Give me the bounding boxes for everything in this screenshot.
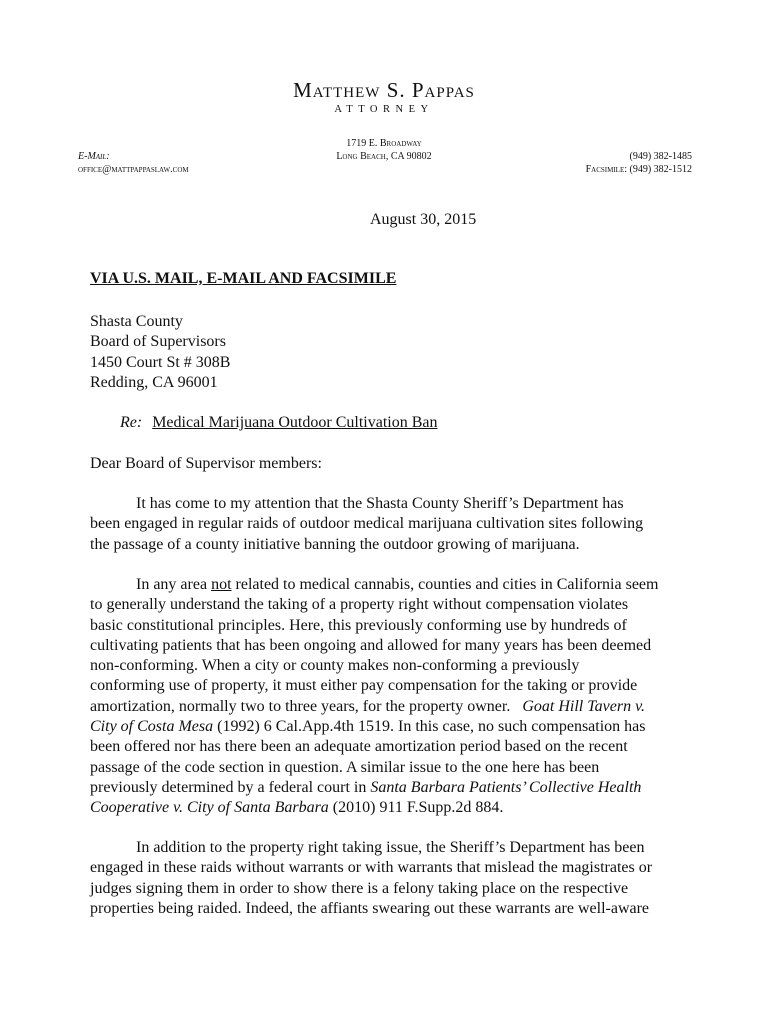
- text-line: been offered nor has there been an adequate amortization period based on the recent: [90, 738, 628, 756]
- recipient-line: 1450 Court St # 308B: [90, 353, 231, 371]
- recipient-line: Shasta County: [90, 313, 183, 330]
- text-run: (1992) 6 Cal.App.4th 1519. In this case, no such compensation has: [213, 718, 646, 736]
- recipient-line: Redding, CA 96001: [90, 373, 218, 391]
- case-citation: Santa Barbara Patients’ Collective Health: [370, 778, 642, 796]
- recipient-line: Board of Supervisors: [90, 333, 226, 351]
- text-line: judges signing them in order to show there is a felony taking place on the respective: [90, 879, 629, 897]
- text-run: previously determined by a federal court in: [90, 778, 371, 796]
- emphasis-not: not: [211, 576, 232, 593]
- letterhead-name: Matthew S. Pappas: [293, 78, 475, 102]
- delivery-method: VIA U.S. MAIL, E-MAIL AND FACSIMILE: [90, 270, 397, 287]
- letterhead-address-line2: Long Beach, CA 90802: [336, 151, 432, 162]
- text-line: [90, 778, 690, 798]
- text-line: been engaged in regular raids of outdoor medical marijuana cultivation sites following: [90, 515, 644, 533]
- letterhead-email-label: E-Mail:: [78, 151, 110, 162]
- re-line: [120, 414, 437, 432]
- paragraph-2: [90, 575, 690, 819]
- text-line: basic constitutional principles. Here, this previously conforming use by hundreds of: [90, 616, 627, 634]
- text-line: [90, 697, 690, 717]
- text-line: properties being raided. Indeed, the affiants swearing out these warrants are well-aware: [90, 899, 650, 917]
- re-label: Re:: [120, 414, 143, 431]
- text-run: (2010) 911 F.Supp.2d 884.: [328, 799, 504, 817]
- letterhead-email: office@mattpappaslaw.com: [78, 164, 189, 175]
- case-citation: Cooperative v. City of Santa Barbara: [90, 799, 329, 817]
- letterhead-fax: Facsimile: (949) 382-1512: [585, 164, 692, 175]
- paragraph-1: [90, 494, 690, 555]
- letterhead-title: ATTORNEY: [334, 104, 434, 115]
- text-line: [90, 717, 690, 737]
- text-line: conforming use of property, it must either pay compensation for the taking or provide: [90, 677, 638, 695]
- recipient-address: [90, 312, 230, 393]
- text-line: engaged in these raids without warrants or with warrants that mislead the magistrates or: [90, 859, 653, 877]
- text-line: [90, 798, 690, 818]
- re-subject: Medical Marijuana Outdoor Cultivation Ban: [152, 414, 438, 431]
- salutation: Dear Board of Supervisor members:: [90, 455, 322, 472]
- case-citation: Goat Hill Tavern v.: [522, 697, 645, 715]
- text-line: It has come to my attention that the Shasta County Sheriff’s Department has: [136, 495, 624, 512]
- paragraph-3: [90, 838, 690, 919]
- text-line: cultivating patients that has been ongoing and allowed for many years has been deemed: [90, 636, 652, 654]
- text-run: amortization, normally two to three years, for the property owner.: [90, 697, 523, 715]
- text-line: [90, 575, 690, 595]
- text-line: to generally understand the taking of a property right without compensation violates: [90, 596, 629, 614]
- text-line: passage of the code section in question. A similar issue to the one here has been: [90, 758, 600, 776]
- letter-date: August 30, 2015: [370, 211, 477, 228]
- text-line: the passage of a county initiative banning the outdoor growing of marijuana.: [90, 535, 580, 553]
- letterhead-phone: (949) 382-1485: [629, 151, 692, 162]
- case-citation: City of Costa Mesa: [90, 718, 214, 736]
- text-line: In addition to the property right taking issue, the Sheriff’s Department has been: [136, 839, 645, 856]
- text-run: related to medical cannabis, counties and cities in California seem: [231, 576, 659, 593]
- text-line: non-conforming. When a city or county makes non-conforming a previously: [90, 657, 580, 675]
- text-run: In any area: [136, 576, 212, 593]
- letterhead-address-line1: 1719 E. Broadway: [346, 138, 422, 149]
